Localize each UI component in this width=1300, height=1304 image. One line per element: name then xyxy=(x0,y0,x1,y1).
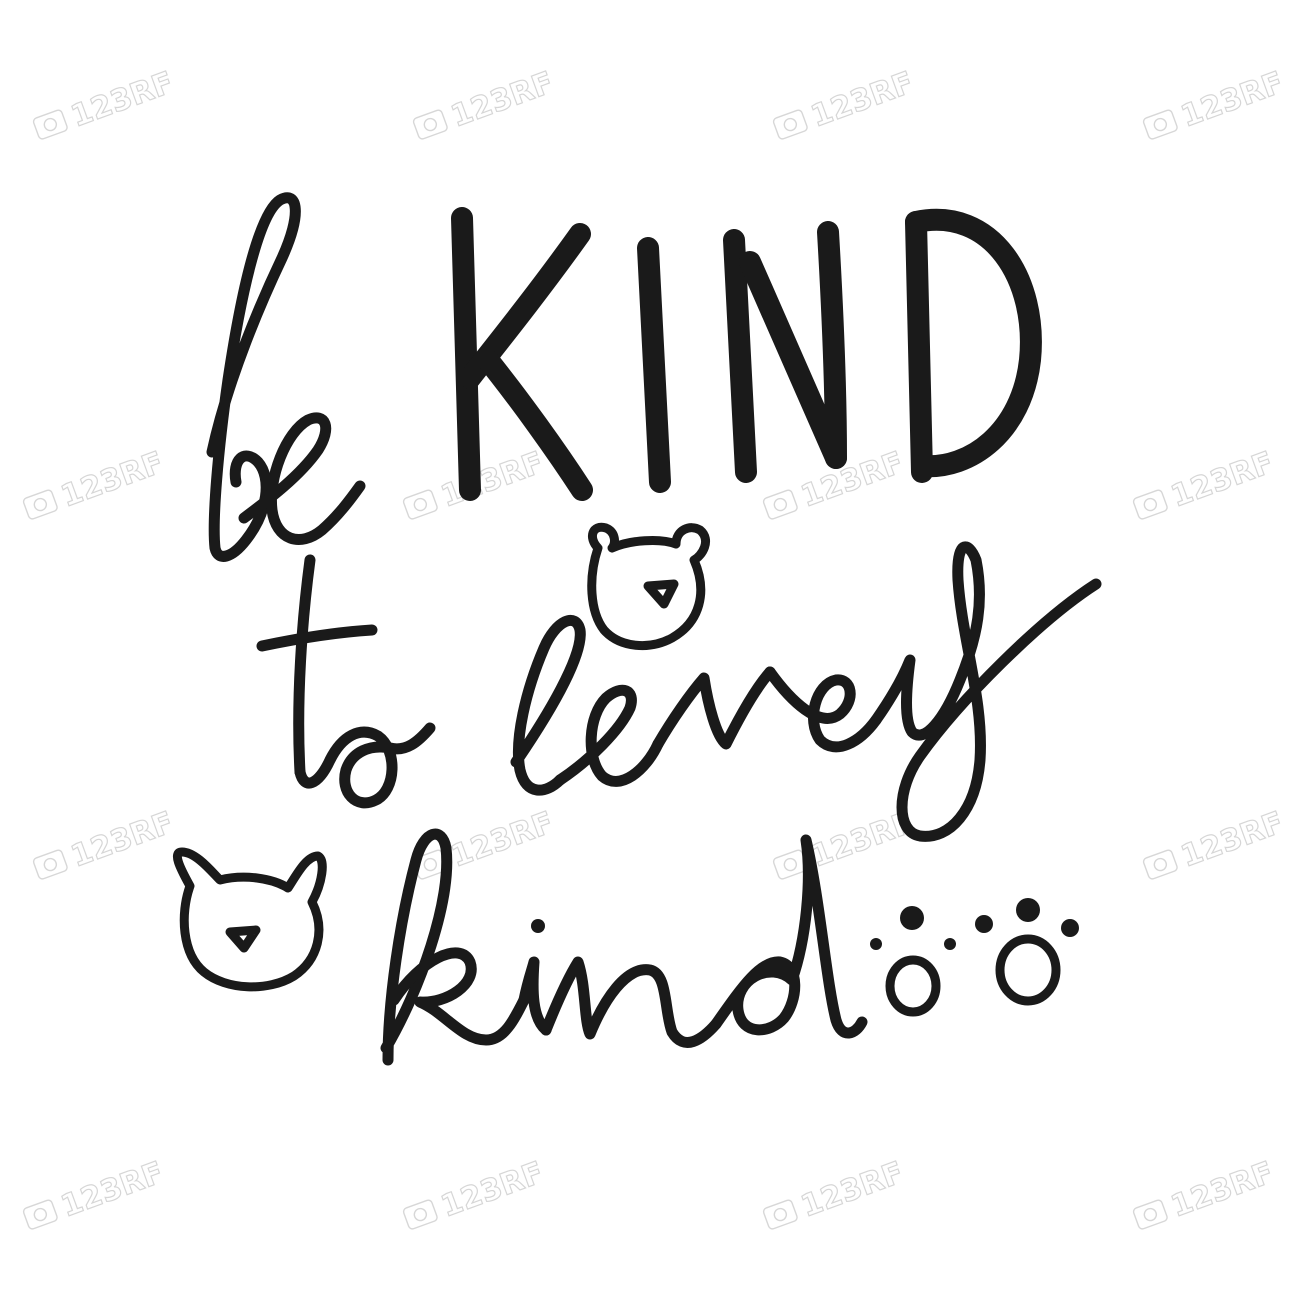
camera-icon xyxy=(1132,489,1168,520)
camera-lens xyxy=(43,857,58,872)
watermark-mark xyxy=(1141,65,1288,147)
watermark-mark xyxy=(21,445,168,527)
word-every xyxy=(516,547,1096,836)
paw-prints-icon xyxy=(870,898,1079,1012)
camera-icon xyxy=(22,1199,58,1230)
camera-lens xyxy=(33,497,48,512)
watermark-mark xyxy=(21,1155,168,1237)
word-to xyxy=(262,560,430,803)
camera-icon xyxy=(32,109,68,140)
camera-lens xyxy=(33,1207,48,1222)
camera-lens xyxy=(413,497,428,512)
camera-icon xyxy=(762,489,798,520)
watermark-text: 123RF xyxy=(1166,1155,1279,1225)
camera-icon xyxy=(762,1199,798,1230)
bear-face-icon xyxy=(592,527,706,645)
watermark-mark xyxy=(31,805,178,887)
camera-lens xyxy=(423,117,438,132)
watermark-text: 123RF xyxy=(436,445,549,515)
watermark-text: 123RF xyxy=(1166,445,1279,515)
camera-lens xyxy=(413,1207,428,1222)
watermark-mark xyxy=(1131,1155,1278,1237)
watermark-text: 123RF xyxy=(66,805,179,875)
word-kind-bold xyxy=(462,218,1031,490)
camera-lens xyxy=(423,857,438,872)
cat-face-icon xyxy=(177,852,322,987)
camera-icon xyxy=(22,489,58,520)
watermark-text: 123RF xyxy=(446,65,559,135)
watermark-mark xyxy=(411,65,558,147)
camera-icon xyxy=(1142,849,1178,880)
watermark-text: 123RF xyxy=(796,1155,909,1225)
watermark-text: 123RF xyxy=(806,65,919,135)
watermark-text: 123RF xyxy=(446,805,559,875)
camera-icon xyxy=(32,849,68,880)
watermark-text: 123RF xyxy=(1176,805,1289,875)
watermark-mark xyxy=(411,805,558,887)
camera-lens xyxy=(1143,497,1158,512)
camera-icon xyxy=(402,1199,438,1230)
camera-icon xyxy=(402,489,438,520)
watermark-mark xyxy=(771,65,918,147)
watermark-text: 123RF xyxy=(56,1155,169,1225)
camera-icon xyxy=(772,109,808,140)
watermark-mark xyxy=(1141,805,1288,887)
watermark-text: 123RF xyxy=(436,1155,549,1225)
camera-lens xyxy=(773,497,788,512)
camera-lens xyxy=(1143,1207,1158,1222)
camera-icon xyxy=(412,109,448,140)
camera-lens xyxy=(773,1207,788,1222)
watermark-mark xyxy=(761,1155,908,1237)
camera-lens xyxy=(1153,857,1168,872)
i-dot xyxy=(531,919,545,933)
watermark-mark xyxy=(401,1155,548,1237)
camera-lens xyxy=(783,117,798,132)
watermark-text: 123RF xyxy=(56,445,169,515)
camera-lens xyxy=(783,857,798,872)
watermark-mark xyxy=(771,805,918,887)
word-be xyxy=(212,198,360,557)
camera-icon xyxy=(1142,109,1178,140)
camera-lens xyxy=(1153,117,1168,132)
camera-icon xyxy=(1132,1199,1168,1230)
watermark-mark xyxy=(31,65,178,147)
watermark-mark xyxy=(1131,445,1278,527)
watermark-text: 123RF xyxy=(796,445,909,515)
watermark-text: 123RF xyxy=(66,65,179,135)
watermark-text: 123RF xyxy=(806,805,919,875)
watermark-text: 123RF xyxy=(1176,65,1289,135)
camera-lens xyxy=(43,117,58,132)
